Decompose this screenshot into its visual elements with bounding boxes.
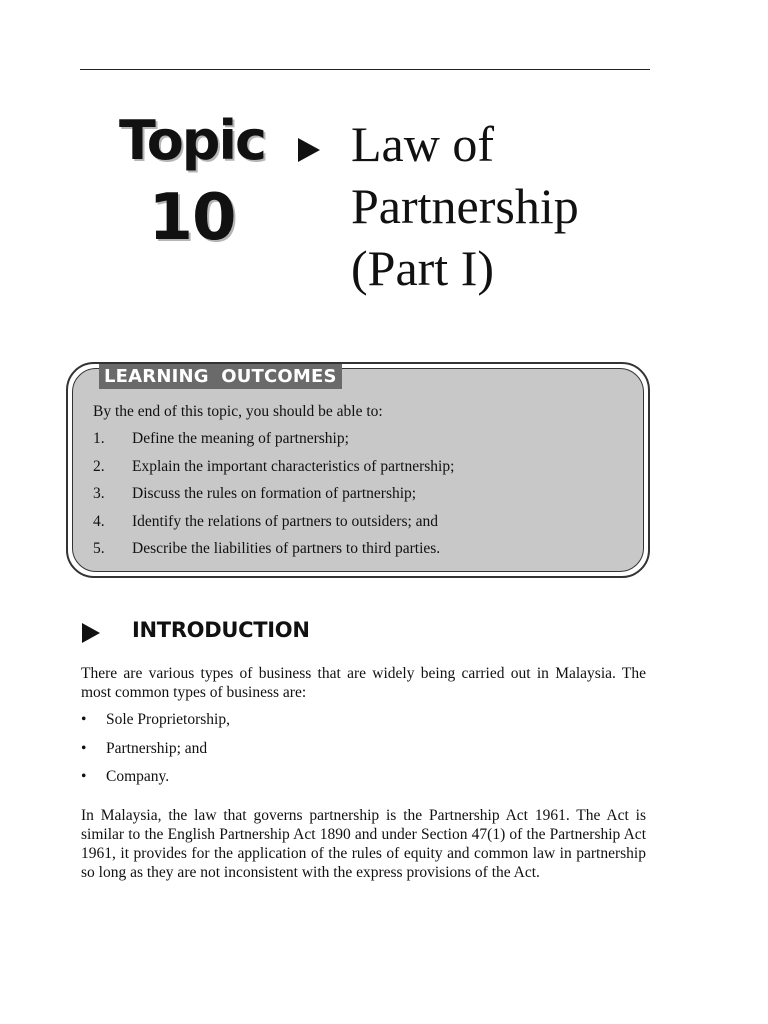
intro-paragraph-1: There are various types of business that are widely being carried out in Malaysia. The most common types of business are: [81,665,646,701]
section-arrow-icon [82,623,100,643]
title-line-1: Law of [351,116,494,172]
list-item-text: Company. [106,768,170,785]
top-rule [80,69,650,70]
list-item-text: Identify the relations of partners to outsiders; and [132,512,439,530]
topic-badge [112,108,272,258]
bullet-icon: • [81,768,87,785]
learning-outcomes-label: LEARNING OUTCOMES [99,364,342,389]
title-arrow-icon [298,138,320,162]
topic-title [351,113,691,299]
topic-number: 10 [148,181,236,255]
list-item-text: Sole Proprietorship, [106,711,230,728]
list-item-text: Discuss the rules on formation of partnership; [132,485,417,502]
bullet-icon: • [81,711,87,728]
list-item-text: Partnership; and [106,739,208,757]
list-item-number: 4. [93,512,105,530]
learning-outcomes-intro: By the end of this topic, you should be able to: [93,403,383,420]
list-item-text: Describe the liabilities of partners to third parties. [132,540,441,557]
list-item-text: Define the meaning of partnership; [132,430,349,447]
list-item-number: 2. [93,457,105,475]
list-item-number: 1. [93,430,105,447]
list-item-text: Explain the important characteristics of partnership; [132,457,455,475]
section-heading: INTRODUCTION [132,618,310,642]
bullet-icon: • [81,739,87,757]
title-line-3: (Part I) [351,240,494,296]
topic-word: Topic [119,109,265,172]
intro-paragraph-2: In Malaysia, the law that governs partnership is the Partnership Act 1961. The Act is similar to the English Partnership Act 1890 and under Section 47(1) of the Partnership Act 1961, it provides for the application of the rules of equity and common law in partnership so long as they are not inconsistent with the express provisions of the Act. [81,807,646,881]
list-item-number: 5. [93,540,105,557]
title-line-2: Partnership [351,178,579,234]
list-item-number: 3. [93,485,105,502]
